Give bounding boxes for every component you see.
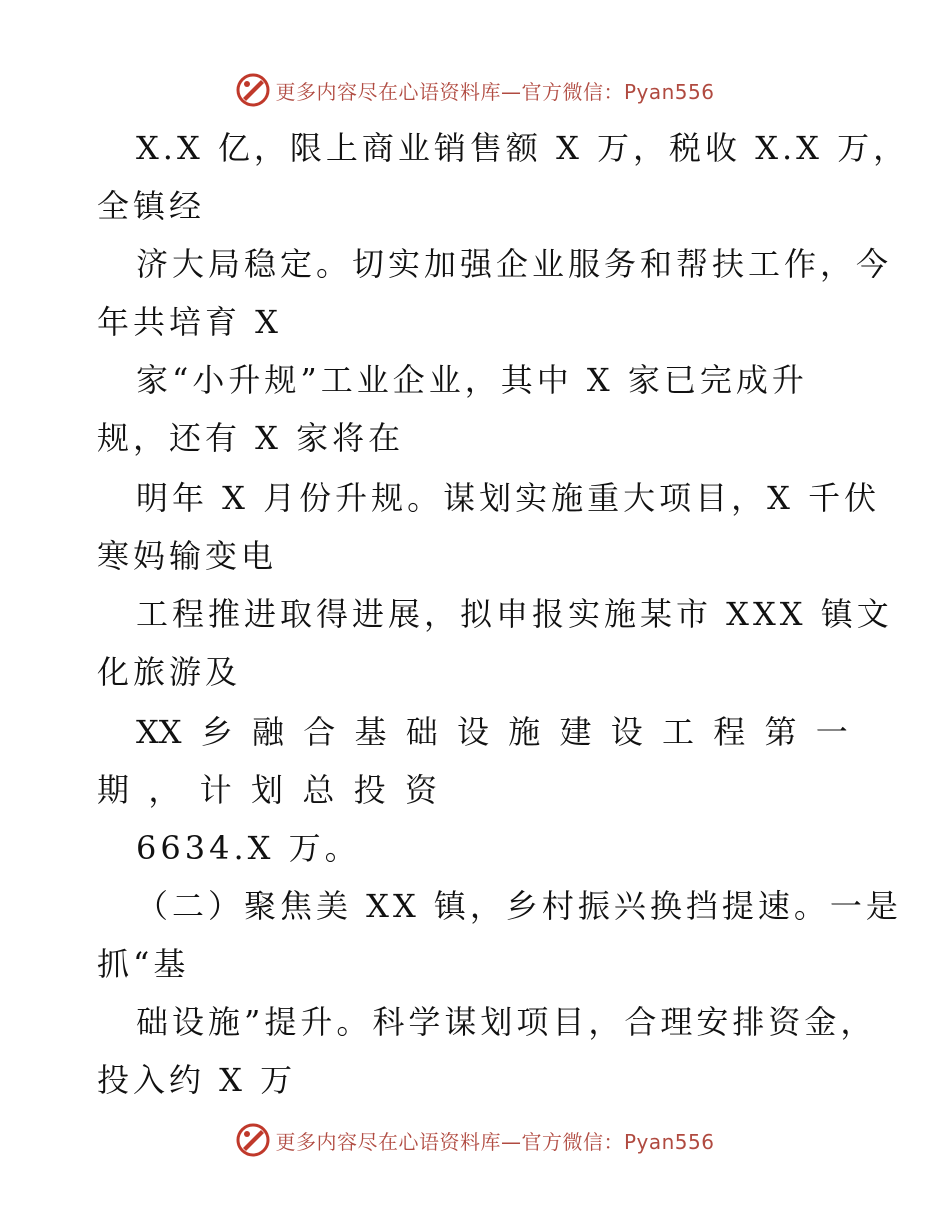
text-line: 6634.X 万。 xyxy=(136,829,361,867)
justified-token: 第 xyxy=(764,713,797,751)
text-line: 抓“基 xyxy=(97,945,190,983)
text-line: 规，还有 X 家将在 xyxy=(97,419,405,457)
justified-token: 合 xyxy=(303,713,336,751)
text-line: 寒妈输变电 xyxy=(97,537,278,575)
justified-token: 建 xyxy=(559,713,592,751)
justified-token: 程 xyxy=(713,713,746,751)
justified-token: 期 xyxy=(97,771,130,809)
text-line: 化旅游及 xyxy=(97,653,242,691)
text-line: 济大局稳定。切实加强企业服务和帮扶工作，今 xyxy=(136,245,893,283)
justified-token: 工 xyxy=(662,713,695,751)
logo-icon xyxy=(235,1122,271,1158)
justified-token: 计 xyxy=(199,771,232,809)
text-line: 工程推进取得进展，拟申报实施某市 XXX 镇文 xyxy=(136,595,893,633)
text-line: 年共培育 X xyxy=(97,303,282,341)
justified-token: 乡 xyxy=(200,713,233,751)
justified-token: 投 xyxy=(353,771,386,809)
text-line: 全镇经 xyxy=(97,187,206,225)
text-line-justified xyxy=(97,770,437,810)
justified-token: 施 xyxy=(508,713,541,751)
text-line-justified xyxy=(136,712,848,752)
justified-token: 设 xyxy=(610,713,643,751)
justified-token: 融 xyxy=(252,713,285,751)
justified-token: 一 xyxy=(815,713,848,751)
text-line: 础设施”提升。科学谋划项目，合理安排资金， xyxy=(136,1003,877,1041)
justified-token: 设 xyxy=(457,713,490,751)
header-banner-text: 更多内容尽在心语资料库—官方微信：Pyan556 xyxy=(275,79,715,104)
justified-token: XX xyxy=(136,713,182,751)
justified-token: 础 xyxy=(405,713,438,751)
text-line: 家“小升规”工业企业，其中 X 家已完成升 xyxy=(136,361,808,399)
justified-token: 基 xyxy=(354,713,387,751)
text-line: 投入约 X 万 xyxy=(97,1061,297,1099)
text-line: （二）聚焦美 XX 镇，乡村振兴换挡提速。一是 xyxy=(136,887,902,925)
footer-banner xyxy=(0,1120,950,1160)
justified-token: 划 xyxy=(250,771,283,809)
justified-token: 总 xyxy=(302,771,335,809)
text-line: X.X 亿，限上商业销售额 X 万，税收 X.X 万， xyxy=(136,129,910,167)
justified-token: 资 xyxy=(404,771,437,809)
text-line: 明年 X 月份升规。谋划实施重大项目，X 千伏 xyxy=(136,479,881,517)
footer-banner-text: 更多内容尽在心语资料库—官方微信：Pyan556 xyxy=(275,1129,715,1154)
justified-token: ， xyxy=(148,771,181,809)
